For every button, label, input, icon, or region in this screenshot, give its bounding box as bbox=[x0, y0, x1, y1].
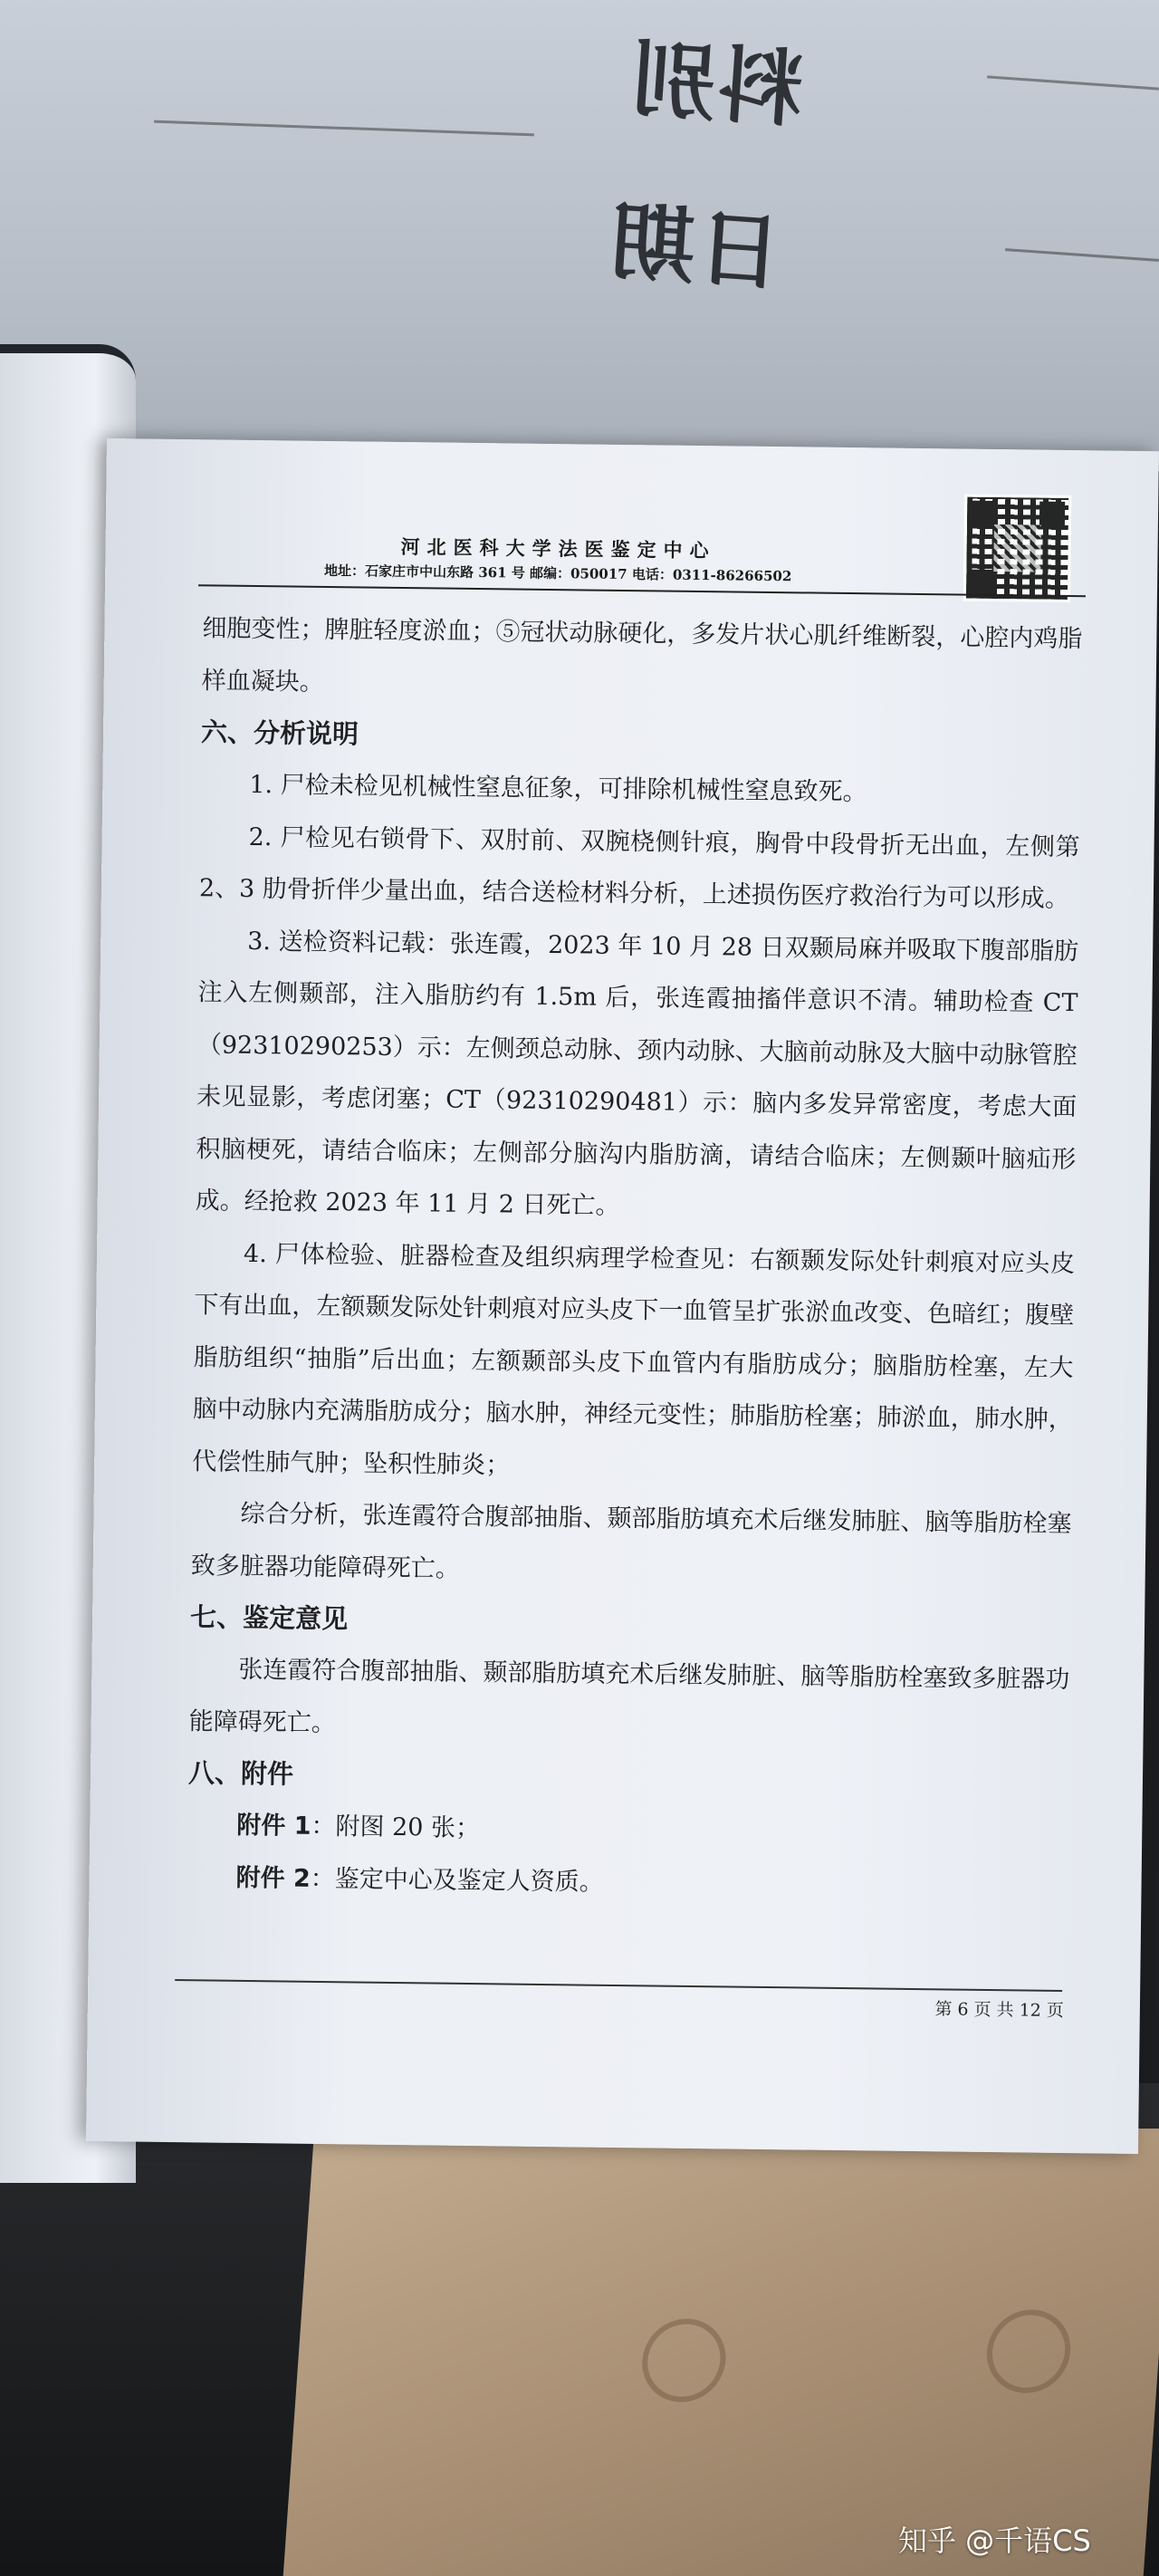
cardboard-box bbox=[283, 2129, 1159, 2576]
analysis-summary: 综合分析，张连霞符合腹部抽脂、颞部脂肪填充术后继发肺脏、脑等脂肪栓塞致多脏器功能障碍死亡。 bbox=[190, 1499, 1072, 1583]
opinion-paragraph: 张连霞符合腹部抽脂、颞部脂肪填充术后继发肺脏、脑等脂肪栓塞致多脏器功能障碍死亡。 bbox=[188, 1655, 1070, 1737]
analysis-paragraph-2: 2. 尸检见右锁骨下、双肘前、双腕桡侧针痕，胸骨中段骨折无出血，左侧第 2、3 肋骨折伴少量出血，结合送检材料分析，上述损伤医疗救治行为可以形成。 bbox=[198, 822, 1080, 914]
attachment-text: ：附图 20 张； bbox=[311, 1812, 481, 1843]
attachment-label: 附件 2 bbox=[235, 1863, 311, 1893]
analysis-paragraph-4: 4. 尸体检验、脏器检查及组织病理学检查见：右额颞发际处针刺痕对应头皮下有出血，左额颞发际处针刺痕对应头皮下一血管呈扩张淤血改变、色暗红；腹壁脂肪组织“抽脂”后出血；左额颞部头皮下血管内有脂肪成分；脑脂肪栓塞，左大脑中动脉内充满脂肪成分；脑水肿，神经元变性；肺脂肪栓塞；肺淤血，肺水肿，代偿性肺气肿；坠积性肺炎； bbox=[192, 1239, 1076, 1480]
attachment-text: ：鉴定中心及鉴定人资质。 bbox=[310, 1864, 604, 1897]
attachment-item-2 bbox=[187, 1851, 1068, 1914]
source-watermark: 知乎 @千语CS bbox=[898, 2523, 1091, 2558]
box-print-mark bbox=[984, 2310, 1073, 2393]
background-print-text: 料别 bbox=[625, 30, 806, 139]
attachment-label: 附件 1 bbox=[236, 1811, 311, 1841]
section-heading-attachments: 八、附件 bbox=[187, 1757, 294, 1790]
institution-name: 河北医科大学法医鉴定中心 bbox=[400, 534, 716, 562]
box-print-mark bbox=[639, 2319, 728, 2402]
page-number: 第 6 页 共 12 页 bbox=[934, 1999, 1065, 2022]
section-heading-opinion: 七、鉴定意见 bbox=[189, 1601, 349, 1635]
report-body bbox=[187, 602, 1082, 1914]
document-page bbox=[86, 438, 1159, 2154]
analysis-paragraph-1: 1. 尸检未检见机械性窒息征象，可排除机械性窒息致死。 bbox=[249, 770, 867, 807]
background-upper bbox=[0, 0, 1159, 471]
background-print-text: 日期 bbox=[604, 193, 785, 303]
institution-address: 地址：石家庄市中山东路 361 号 邮编：050017 电话：0311-86266502 bbox=[323, 562, 792, 585]
continued-paragraph: 细胞变性；脾脏轻度淤血；⑤冠状动脉硬化，多发片状心肌纤维断裂，心腔内鸡脂样血凝块。 bbox=[201, 614, 1083, 697]
footer-divider bbox=[175, 1979, 1062, 1992]
analysis-paragraph-3: 3. 送检资料记载：张连霞，2023 年 10 月 28 日双颞局麻并吸取下腹部脂肪注入左侧颞部，注入脂肪约有 1.5m 后，张连霞抽搐伴意识不清。辅助检查 CT（92310290253）示：左侧颈总动脉、颈内动脉、大脑前动脉及大脑中动脉管腔未见显影，考虑闭塞；CT（92310290481）示：脑内多发异常密度，考虑大面积脑梗死，请结合临床；左侧部分脑沟内脂肪滴，请结合临床；左侧颞叶脑疝形成。经抢救 2023 年 11 月 2 日死亡。 bbox=[195, 927, 1079, 1220]
section-heading-analysis: 六、分析说明 bbox=[200, 716, 359, 750]
